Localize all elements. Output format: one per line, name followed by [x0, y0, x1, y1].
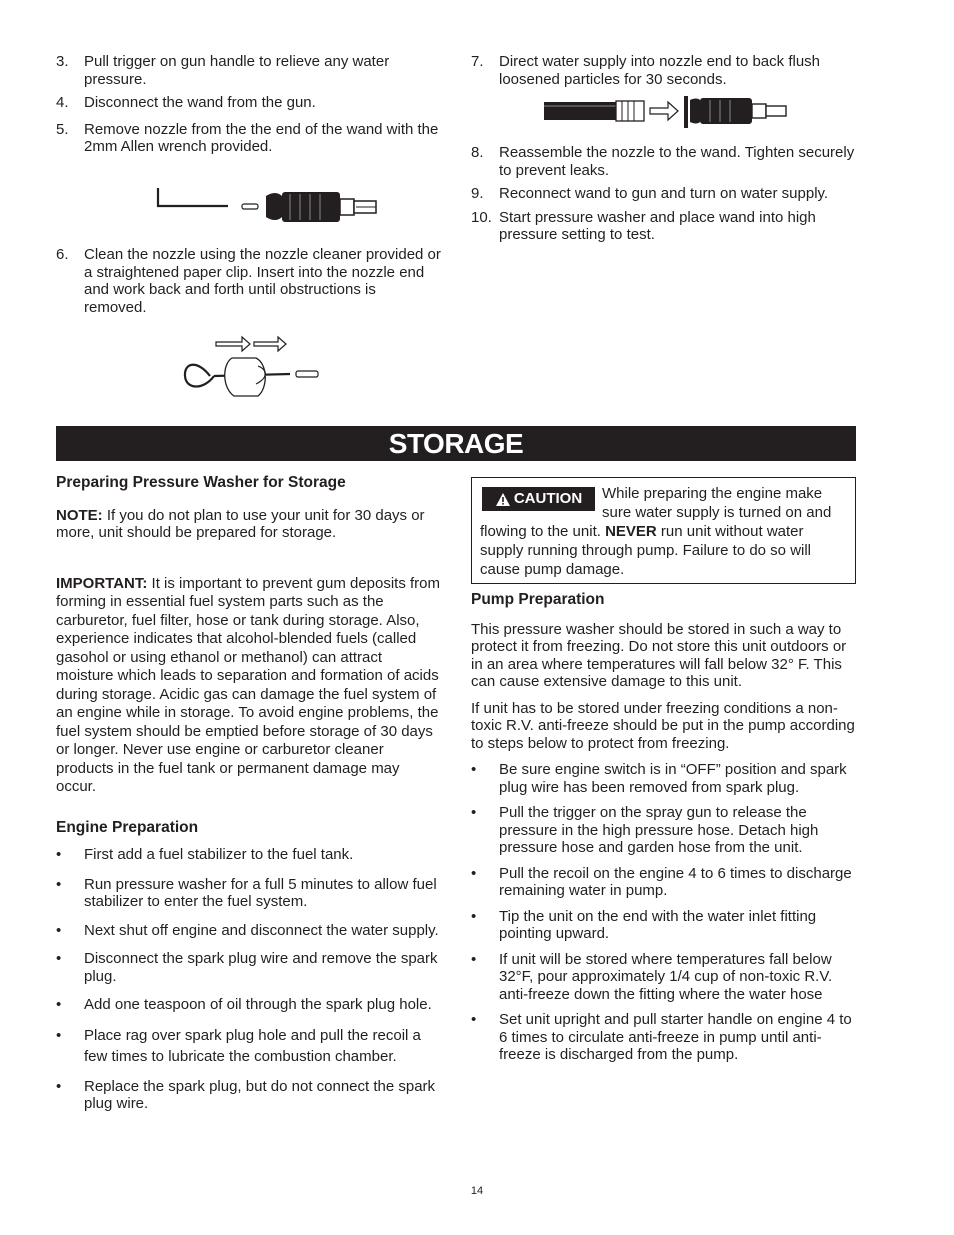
step-7: 7. Direct water supply into nozzle end to back flush loosened particles for 30 seconds.	[471, 53, 820, 88]
step-10: 10. Start pressure washer and place wand into high pressure setting to test.	[471, 208, 816, 243]
list-item: • Be sure engine switch is in “OFF” position and spark plug wire has been removed from spark plug.	[471, 761, 847, 796]
pump-heading: Pump Preparation	[471, 591, 605, 608]
warning-icon	[495, 492, 511, 507]
back-flush-illustration	[542, 90, 790, 132]
right-steps-b	[471, 144, 856, 244]
step-5: 5. Remove nozzle from the the end of the wand with the 2mm Allen wrench provided.	[56, 120, 439, 155]
nozzle-cleaner-illustration	[180, 330, 330, 402]
list-item: • Place rag over spark plug hole and pull the recoil a few times to lubricate the combustion chamber.	[56, 1026, 421, 1065]
step-6: 6. Clean the nozzle using the nozzle cleaner provided or a straightened paper clip. Insert into the nozzle end and work back and forth until obstructions is removed.	[56, 246, 441, 316]
storage-banner: STORAGE	[56, 426, 856, 461]
note-paragraph: NOTE: If you do not plan to use your unit for 30 days or more, unit should be prepared for storage.	[56, 506, 425, 541]
list-item: • Next shut off engine and disconnect the water supply.	[56, 921, 439, 939]
list-item: • Tip the unit on the end with the water inlet fitting pointing upward.	[471, 907, 817, 942]
allen-wrench-illustration	[150, 182, 380, 226]
caution-label: CAUTION	[482, 487, 595, 511]
step-6-block	[56, 246, 441, 316]
list-item: • Set unit upright and pull starter handle on engine 4 to 6 times to circulate anti-freeze in pump until anti-freeze is discharged from the pump.	[471, 1011, 852, 1063]
step-9: 9. Reconnect wand to gun and turn on water supply.	[471, 185, 829, 202]
list-item: • First add a fuel stabilizer to the fuel tank.	[56, 846, 354, 863]
list-item: • Disconnect the spark plug wire and remove the spark plug.	[56, 950, 438, 985]
step-3: 3. Pull trigger on gun handle to relieve any water pressure.	[56, 53, 390, 88]
right-steps-a	[471, 53, 856, 88]
important-paragraph: IMPORTANT: It is important to prevent gum deposits from forming in essential fuel system parts such as the carburetor, fuel filter, hose or tank during storage. Also, experience indicates that alcohol-blended fuels (called gasohol or using ethanol or methanol) can attract moisture which leads to separation and formation of acids during storage. Acidic gas can damage the fuel system of an engine while in storage. To avoid engine problems, the fuel system should be emptied before storage of 30 days or longer. Never use engine or carburetor cleaner products in the fuel tank or permanent damage may occur.	[56, 574, 441, 795]
storage-left-column	[56, 474, 441, 1113]
list-item: • Run pressure washer for a full 5 minutes to allow fuel stabilizer to enter the fuel system.	[56, 875, 437, 910]
storage-heading: Preparing Pressure Washer for Storage	[56, 474, 346, 491]
pump-paragraph-1: This pressure washer should be stored in such a way to protect it from freezing. Do not store this unit outdoors or in an area where temperatures will fall below 32° F. This can cause extensive damage to this unit.	[471, 620, 847, 690]
pump-paragraph-2: If unit has to be stored under freezing conditions a non-toxic R.V. anti-freeze should be put in the pump according to steps below to protect from freezing.	[471, 699, 855, 752]
step-8: 8. Reassemble the nozzle to the wand. Tighten securely to prevent leaks.	[471, 144, 855, 179]
list-item: • Pull the trigger on the spray gun to release the pressure in the high pressure hose. Detach high pressure hose and garden hose from the unit.	[471, 804, 819, 856]
engine-list	[56, 846, 441, 1113]
list-item: • Add one teaspoon of oil through the spark plug hole.	[56, 996, 432, 1013]
list-item: • Pull the recoil on the engine 4 to 6 times to discharge remaining water in pump.	[471, 864, 852, 899]
list-item: • Replace the spark plug, but do not connect the spark plug wire.	[56, 1077, 436, 1112]
engine-heading: Engine Preparation	[56, 818, 199, 836]
pump-column	[471, 591, 858, 1064]
caution-box: CAUTION While preparing the engine make sure water supply is turned on and flowing to the unit. NEVER run unit without water supply running through pump. Failure to do so will cause pump damage.	[471, 477, 856, 584]
list-item: • If unit will be stored where temperatures fall below 32°F, pour approximately 1/4 cup of non-toxic R.V. anti-freeze down the fitting where the water hose	[471, 950, 833, 1003]
left-steps	[56, 53, 441, 156]
page-number: 14	[470, 1185, 484, 1197]
pump-list	[471, 761, 858, 1064]
step-4: 4. Disconnect the wand from the gun.	[56, 94, 316, 111]
